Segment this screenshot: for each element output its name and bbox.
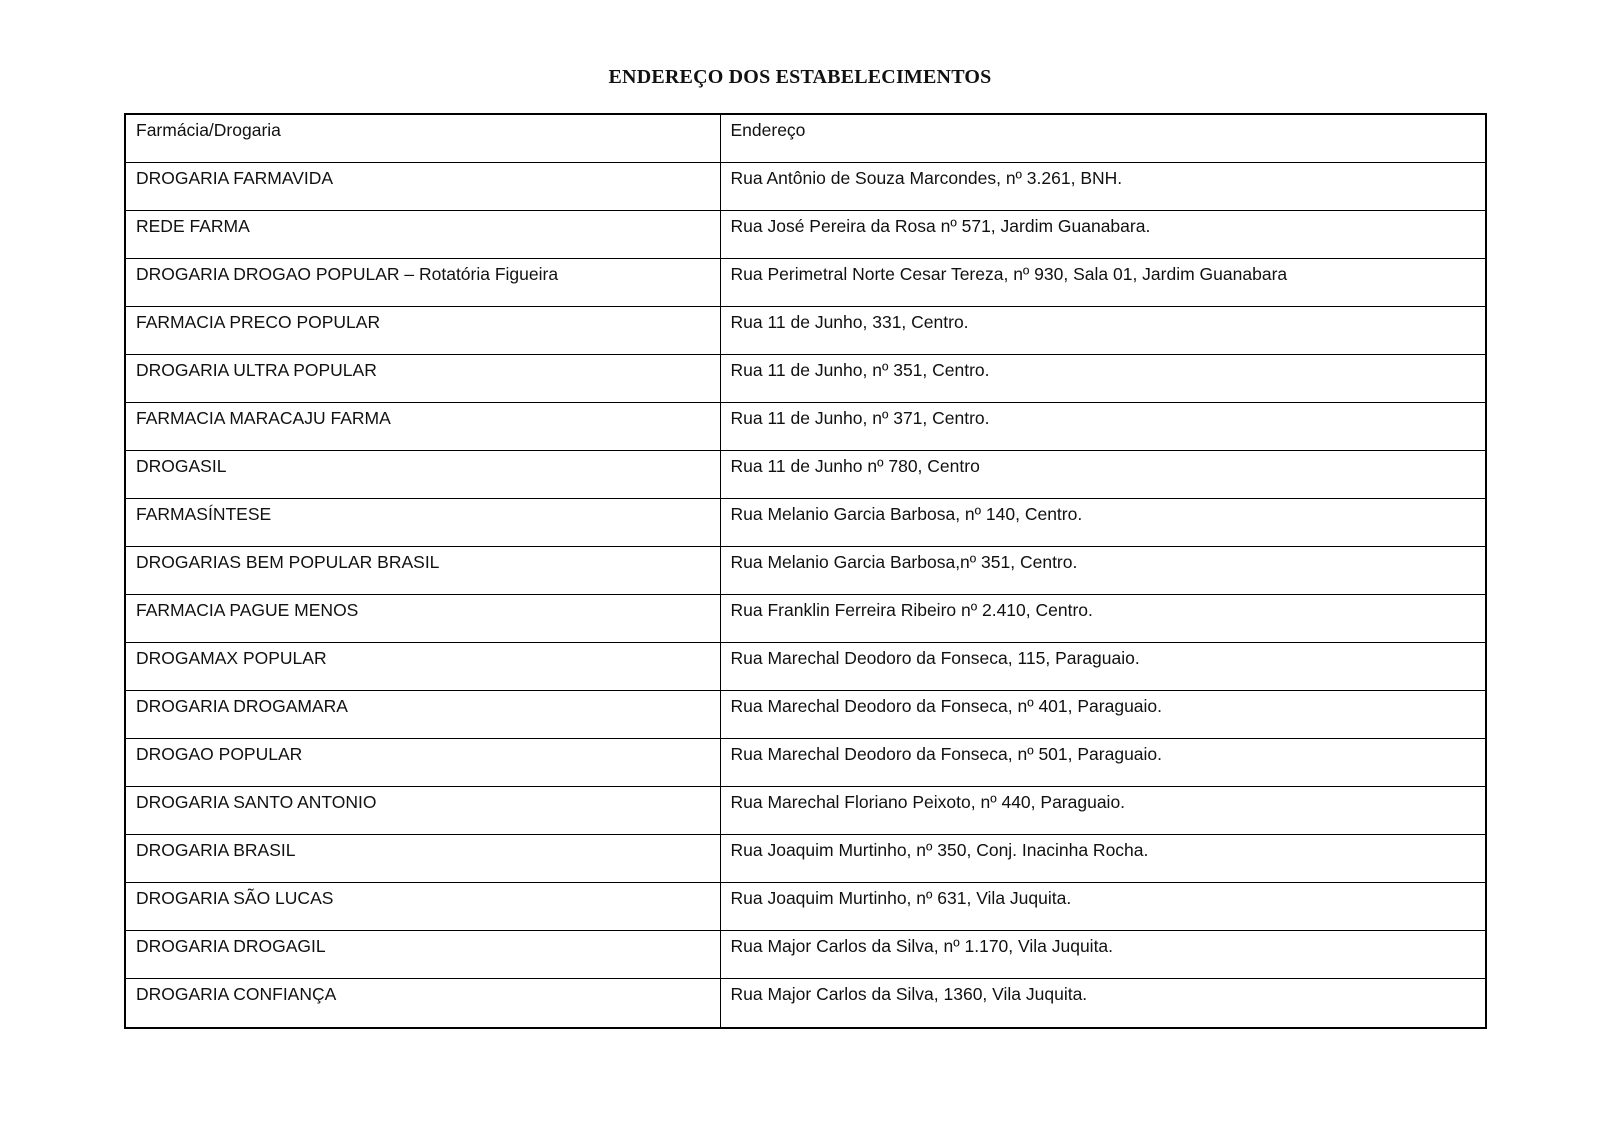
table-row xyxy=(125,402,1486,450)
header-pharmacy: Farmácia/Drogaria xyxy=(125,114,720,162)
address-cell: Rua Franklin Ferreira Ribeiro nº 2.410, Centro. xyxy=(720,594,1486,642)
table-row xyxy=(125,306,1486,354)
pharmacy-name-cell: FARMACIA PRECO POPULAR xyxy=(125,306,720,354)
table-body xyxy=(125,114,1486,1028)
pharmacy-name-cell: FARMACIA MARACAJU FARMA xyxy=(125,402,720,450)
pharmacy-name-cell: REDE FARMA xyxy=(125,210,720,258)
table-row xyxy=(125,354,1486,402)
address-cell: Rua Marechal Deodoro da Fonseca, nº 501, Paraguaio. xyxy=(720,738,1486,786)
pharmacy-name-cell: DROGARIAS BEM POPULAR BRASIL xyxy=(125,546,720,594)
address-cell: Rua Melanio Garcia Barbosa, nº 140, Centro. xyxy=(720,498,1486,546)
table-row xyxy=(125,450,1486,498)
table-row xyxy=(125,978,1486,1028)
address-cell: Rua 11 de Junho, 331, Centro. xyxy=(720,306,1486,354)
table-row xyxy=(125,930,1486,978)
pharmacy-name-cell: DROGARIA SÃO LUCAS xyxy=(125,882,720,930)
table-row xyxy=(125,498,1486,546)
table-row xyxy=(125,738,1486,786)
pharmacy-name-cell: DROGARIA DROGAMARA xyxy=(125,690,720,738)
address-cell: Rua Major Carlos da Silva, nº 1.170, Vila Juquita. xyxy=(720,930,1486,978)
address-cell: Rua 11 de Junho, nº 371, Centro. xyxy=(720,402,1486,450)
table-row xyxy=(125,786,1486,834)
address-cell: Rua 11 de Junho nº 780, Centro xyxy=(720,450,1486,498)
pharmacy-name-cell: DROGAO POPULAR xyxy=(125,738,720,786)
table-row xyxy=(125,546,1486,594)
pharmacy-name-cell: FARMACIA PAGUE MENOS xyxy=(125,594,720,642)
table-row xyxy=(125,690,1486,738)
pharmacy-name-cell: DROGARIA BRASIL xyxy=(125,834,720,882)
address-cell: Rua Marechal Floriano Peixoto, nº 440, Paraguaio. xyxy=(720,786,1486,834)
pharmacy-name-cell: DROGARIA ULTRA POPULAR xyxy=(125,354,720,402)
pharmacy-name-cell: DROGARIA DROGAO POPULAR – Rotatória Figueira xyxy=(125,258,720,306)
page-title: ENDEREÇO DOS ESTABELECIMENTOS xyxy=(608,66,992,88)
table-row xyxy=(125,594,1486,642)
table-header-row xyxy=(125,114,1486,162)
table-row xyxy=(125,258,1486,306)
address-cell: Rua Marechal Deodoro da Fonseca, nº 401, Paraguaio. xyxy=(720,690,1486,738)
address-cell: Rua Joaquim Murtinho, nº 350, Conj. Inacinha Rocha. xyxy=(720,834,1486,882)
pharmacy-name-cell: DROGARIA CONFIANÇA xyxy=(125,978,720,1028)
address-cell: Rua Marechal Deodoro da Fonseca, 115, Paraguaio. xyxy=(720,642,1486,690)
pharmacy-name-cell: DROGASIL xyxy=(125,450,720,498)
pharmacy-name-cell: DROGAMAX POPULAR xyxy=(125,642,720,690)
address-cell: Rua José Pereira da Rosa nº 571, Jardim Guanabara. xyxy=(720,210,1486,258)
table-row xyxy=(125,162,1486,210)
table-row xyxy=(125,834,1486,882)
table-row xyxy=(125,210,1486,258)
pharmacy-name-cell: DROGARIA DROGAGIL xyxy=(125,930,720,978)
table-row xyxy=(125,882,1486,930)
pharmacy-name-cell: DROGARIA FARMAVIDA xyxy=(125,162,720,210)
address-cell: Rua Antônio de Souza Marcondes, nº 3.261, BNH. xyxy=(720,162,1486,210)
address-cell: Rua 11 de Junho, nº 351, Centro. xyxy=(720,354,1486,402)
address-cell: Rua Melanio Garcia Barbosa,nº 351, Centro. xyxy=(720,546,1486,594)
address-cell: Rua Perimetral Norte Cesar Tereza, nº 930, Sala 01, Jardim Guanabara xyxy=(720,258,1486,306)
address-cell: Rua Joaquim Murtinho, nº 631, Vila Juquita. xyxy=(720,882,1486,930)
establishments-table xyxy=(124,113,1487,1029)
pharmacy-name-cell: FARMASÍNTESE xyxy=(125,498,720,546)
table-row xyxy=(125,642,1486,690)
header-address: Endereço xyxy=(720,114,1486,162)
pharmacy-name-cell: DROGARIA SANTO ANTONIO xyxy=(125,786,720,834)
address-cell: Rua Major Carlos da Silva, 1360, Vila Juquita. xyxy=(720,978,1486,1028)
